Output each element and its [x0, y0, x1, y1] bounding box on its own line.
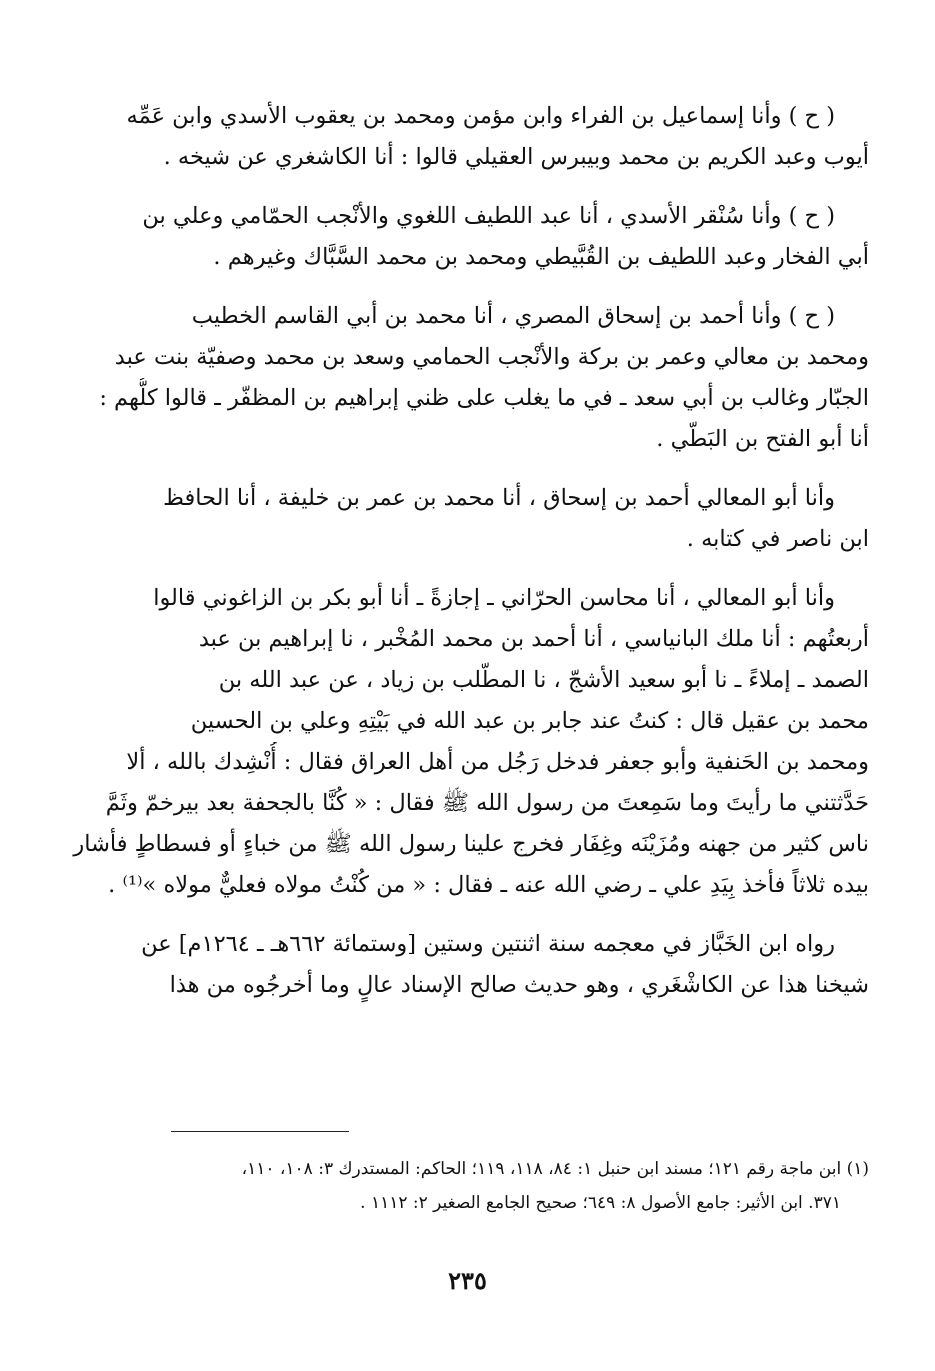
text-line: وأنا أبو المعالي أحمد بن إسحاق ، أنا محمد بن عمر بن خليفة ، أنا الحافظ — [163, 485, 835, 511]
main-text — [69, 96, 869, 1024]
text-line: حَدَّثتني ما رأيتَ وما سَمِعتَ من رسول الله ﷺ فقال : « كُنَّا بالجحفة بعد بيرخمّ وثَمَّ — [105, 790, 869, 816]
text-line: الصمد ـ إملاءً ـ نا أبو سعيد الأشجّ ، نا المطّلب بن زياد ، عن عبد الله بن — [218, 667, 869, 693]
text-line: أيوب وعبد الكريم بن محمد وبيبرس العقيلي قالوا : أنا الكاشغري عن شيخه . — [163, 144, 869, 170]
text-line: بيده ثلاثاً فأخذ بِيَدِ علي ـ رضي الله عنه ـ فقال : « من كُنْتُ مولاه فعليٌّ مولاه »⁽¹⁾ . — [108, 872, 869, 898]
paragraph — [69, 924, 869, 1006]
text-line: أربعتُهم : أنا ملك البانياسي ، أنا أحمد بن محمد المُخْبر ، نا إبراهيم بن عبد — [198, 626, 869, 652]
footnotes — [69, 1152, 869, 1220]
text-line: شيخنا هذا عن الكاشْغَري ، وهو حديث صالح الإسناد عالٍ وما أخرجُوه من هذا — [169, 972, 869, 998]
paragraph — [69, 196, 869, 278]
text-line: أنا أبو الفتح بن البَطّي . — [656, 426, 869, 452]
page-number: ٢٣٥ — [448, 1266, 487, 1295]
text-line: ابن ناصر في كتابه . — [686, 526, 869, 552]
paragraph — [69, 296, 869, 460]
text-line: وأنا أبو المعالي ، أنا محاسن الحرّاني ـ إجازةً ـ أنا أبو بكر بن الزاغوني قالوا — [153, 585, 835, 611]
text-line: ناس كثير من جهنه ومُزَيْنَه وغِفَار فخرج علينا رسول الله ﷺ من خباءٍ أو فسطاطٍ فأشار — [73, 831, 869, 857]
footnote-separator — [171, 1131, 349, 1132]
text-line: رواه ابن الخَبَّاز في معجمه سنة اثنتين وستين [وستمائة ٦٦٢هـ ـ ١٢٦٤م] عن — [141, 931, 835, 957]
paragraph — [69, 578, 869, 906]
text-line: ( ح ) وأنا أحمد بن إسحاق المصري ، أنا محمد بن أبي القاسم الخطيب — [191, 303, 835, 329]
text-line: محمد بن عقيل قال : كنتُ عند جابر بن عبد الله في بَيْتِهِ وعلي بن الحسين — [190, 708, 869, 734]
text-line: ومحمد بن الحَنفية وأبو جعفر فدخل رَجُل من أهل العراق فقال : أُنْشِدك بالله ، ألا — [126, 749, 869, 775]
text-line: ( ح ) وأنا سُنْقر الأسدي ، أنا عبد اللطيف اللغوي والأنْجب الحمّامي وعلي بن — [142, 203, 835, 229]
footnote-line: ٣٧١. ابن الأثير: جامع الأصول ٨: ٦٤٩؛ صحيح الجامع الصغير ٢: ١١١٢ . — [360, 1193, 841, 1213]
footnote-line: (١) ابن ماجة رقم ١٢١؛ مسند ابن حنبل ١: ٨٤، ١١٨، ١١٩؛ الحاكم: المستدرك ٣: ١٠٨، ١١٠، — [241, 1159, 869, 1179]
text-line: ومحمد بن معالي وعمر بن بركة والأنْجب الحمامي وسعد بن محمد وصفيّة بنت عبد — [114, 344, 869, 370]
paragraph — [69, 478, 869, 560]
paragraph — [69, 96, 869, 178]
text-line: الجبّار وغالب بن أبي سعد ـ في ما يغلب على ظني إبراهيم بن المظفّر ـ قالوا كلُّهم : — [99, 385, 869, 411]
text-line: أبي الفخار وعبد اللطيف بن القُبَّيطي ومحمد بن محمد السَّبَّاك وغيرهم . — [213, 244, 869, 270]
text-line: ( ح ) وأنا إسماعيل بن الفراء وابن مؤمن ومحمد بن يعقوب الأسدي وابن عَمِّه — [126, 103, 835, 129]
